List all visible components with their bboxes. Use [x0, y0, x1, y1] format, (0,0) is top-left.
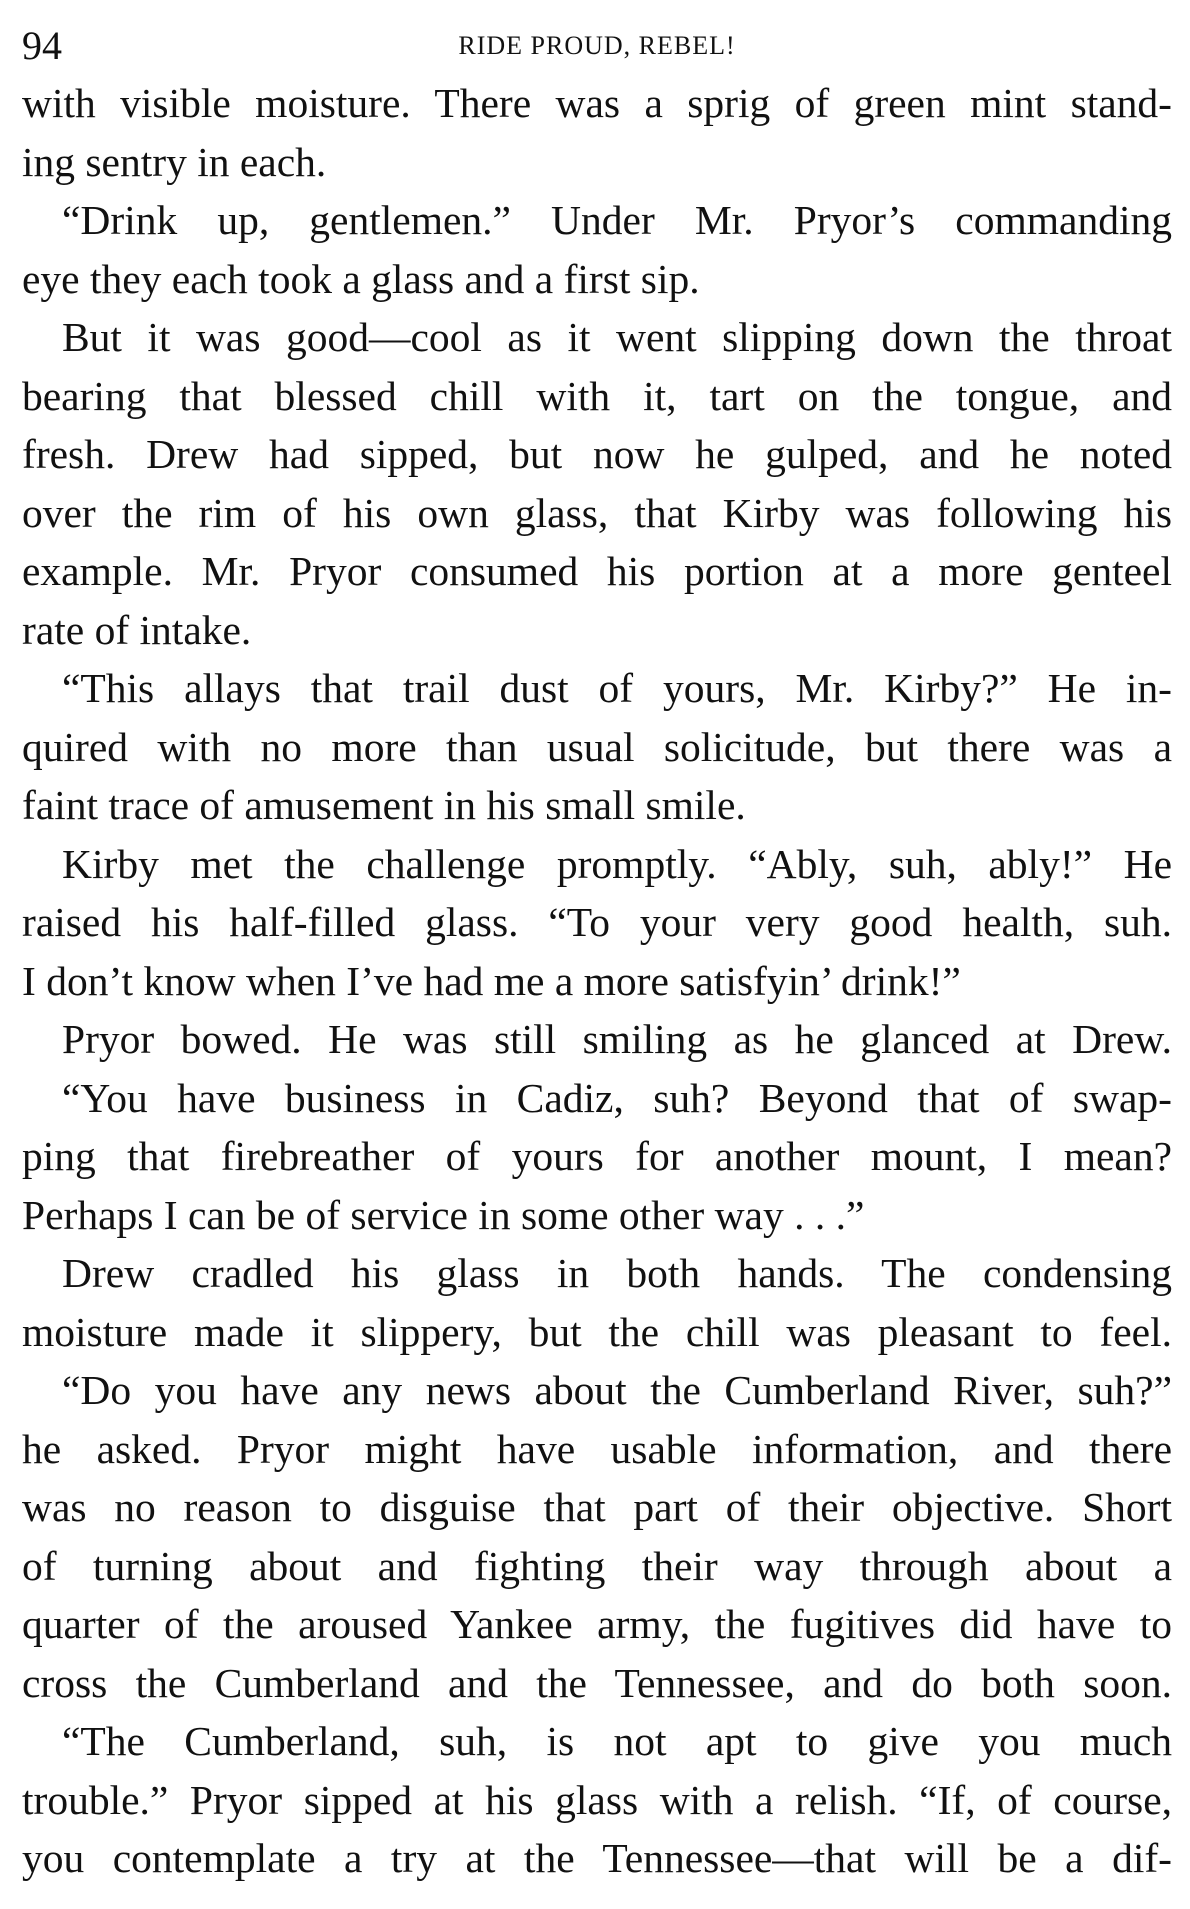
text-line: Pryor bowed. He was still smiling as he glanced at Drew. — [62, 1016, 1172, 1062]
text-line: moisture made it slippery, but the chill was pleasant to feel. — [22, 1308, 1172, 1355]
running-head — [22, 14, 1172, 72]
text-line: “You have business in Cadiz, suh? Beyond that of swap- — [62, 1074, 1172, 1121]
book-page — [22, 14, 1172, 1888]
text-line: you contemplate a try at the Tennessee—that will be a dif- — [22, 1835, 1172, 1881]
text-line: raised his half-filled glass. “To your very good health, suh. — [22, 899, 1172, 945]
text-line: bearing that blessed chill with it, tart on the tongue, and — [22, 372, 1172, 419]
text-line: Drew cradled his glass in both hands. The condensing — [62, 1250, 1172, 1296]
body-text — [22, 74, 1172, 1888]
page-number: 94 — [22, 23, 62, 68]
text-line: of turning about and fighting their way through about a — [22, 1542, 1172, 1589]
text-line: fresh. Drew had sipped, but now he gulped, and he noted — [22, 431, 1172, 477]
text-line: cross the Cumberland and the Tennessee, and do both soon. — [22, 1659, 1172, 1706]
text-line: trouble.” Pryor sipped at his glass with a relish. “If, of course, — [22, 1776, 1172, 1823]
text-line: “Drink up, gentlemen.” Under Mr. Pryor’s commanding — [62, 197, 1172, 243]
text-line: Kirby met the challenge promptly. “Ably, suh, ably!” He — [62, 840, 1172, 887]
text-line: ping that firebreather of yours for another mount, I mean? — [22, 1133, 1172, 1179]
text-line: faint trace of amusement in his small smile. — [22, 782, 746, 828]
text-line: “This allays that trail dust of yours, Mr. Kirby?” He in- — [62, 665, 1172, 711]
text-line: quarter of the aroused Yankee army, the fugitives did have to — [22, 1601, 1172, 1647]
text-line: quired with no more than usual solicitude, but there was a — [22, 723, 1172, 770]
text-line: Perhaps I can be of service in some other way . . .” — [22, 1191, 865, 1238]
text-line: “Do you have any news about the Cumberland River, suh?” — [62, 1367, 1172, 1413]
text-line: was no reason to disguise that part of their objective. Short — [22, 1484, 1172, 1530]
text-line: with visible moisture. There was a sprig of green mint stand- — [22, 80, 1172, 126]
text-line: “The Cumberland, suh, is not apt to give you much — [62, 1718, 1172, 1764]
text-line: ing sentry in each. — [22, 138, 327, 185]
text-line: eye they each took a glass and a first sip. — [22, 255, 700, 302]
text-line: I don’t know when I’ve had me a more satisfyin’ drink!” — [22, 957, 961, 1004]
text-line: he asked. Pryor might have usable information, and there — [22, 1425, 1172, 1472]
text-line: example. Mr. Pryor consumed his portion at a more genteel — [22, 548, 1172, 594]
text-line: over the rim of his own glass, that Kirby was following his — [22, 489, 1172, 536]
text-line: But it was good—cool as it went slipping down the throat — [62, 314, 1172, 360]
running-head-title: RIDE PROUD, REBEL! — [458, 31, 736, 60]
text-line: rate of intake. — [22, 606, 252, 653]
